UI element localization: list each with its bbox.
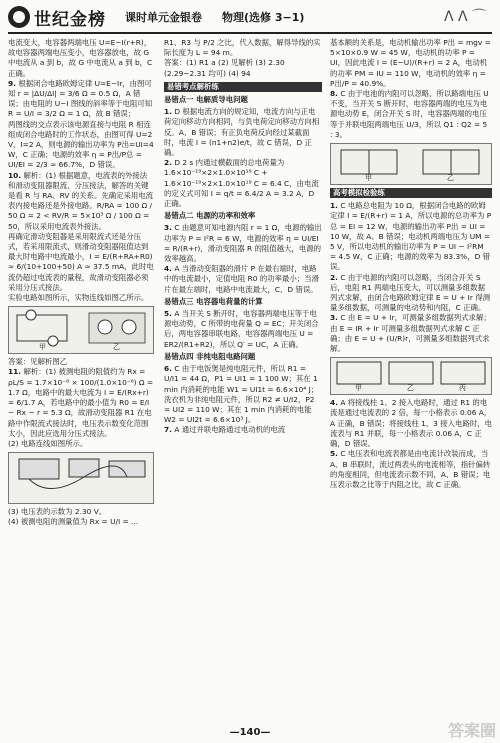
answer-text: C 由于电池的内阻可以忽略，所以路端电压 U 不变，当开关 S 断开时，电容器两端的电压为电源电动势 E，闭合开关 S 时，电容器两端的电压等于并联电阻两端电压 U/3，所以 Q1 : Q2 = 5 : 3。 <box>330 89 489 139</box>
column-left <box>8 38 154 528</box>
paragraph: 基本额的关系是，电动机输出功率 P出 = mgv = 5×10×0.9 W = 45 W，电动机的功率 P = UI，因此电流 I = (E−U)/(R+r) = 2 A，电动机的功率 PM = IU = 110 W，电动机的效率 η = P出/P = 40.9%。 <box>330 38 491 88</box>
watermark: 答案圈 <box>447 721 496 740</box>
paragraph: 两图线的交点表示该电源直接与电阻 R 相连组成闭合电路时的工作状态，由图可得 U=2 V，I=2 A，则电源的输出功率为 P出=UI=4 W，C 正确；电源的效率 η = P出/P总 = UI/EI = 2/3 ≈ 66.7%，D 错误。 <box>8 119 154 170</box>
wiring-diagram-icon <box>9 453 155 503</box>
question-number: 9. <box>8 78 16 88</box>
question-number: 1. <box>164 107 172 117</box>
question-m2 <box>330 273 492 314</box>
circuit-diagram <box>330 143 492 185</box>
question-1 <box>164 107 322 158</box>
question-6 <box>164 364 322 425</box>
question-number: 10. <box>8 170 22 180</box>
answer-text: D 2 s 内通过横截面的总电荷量为 1.6×10⁻¹⁹×2×1.0×10¹⁹ C + 1.6×10⁻¹⁹×2×1.0×10¹⁹ C = 6.4 C，由电流的定义式可知 I = q/t = 6.4/2 A = 3.2 A，D 正确。 <box>164 158 319 209</box>
subsection-heading: 易错点二 电源的功率和效率 <box>164 211 256 221</box>
circuit-diagram-icon <box>9 307 155 353</box>
question-number: 3. <box>164 223 172 233</box>
circuit-diagram-icon <box>331 144 493 184</box>
figure-label: 丙 <box>459 384 466 393</box>
section-heading: 高考模拟检验练 <box>330 188 492 198</box>
question-number: 4. <box>330 398 338 408</box>
answer-text: A 当滑动变阻器的滑片 P 在最右端时，电路中的电流最小，定值电阻 R0 的功率最小；当滑片在最左端时，电路中电流最大，C、D 错误。 <box>164 264 319 294</box>
paragraph: R1、R3 与 P/2 之比，代入数据，解得导线的实际长度为 L = 94 m。 <box>164 38 321 58</box>
birds-decoration-icon: ᐱ ᐱ ⌒ <box>443 9 486 25</box>
figure-label: 乙 <box>447 173 454 182</box>
answer-text: 解析：(1) 被测电阻的阻值约为 Rx = ρL/S = 1.7×10⁻⁸ × 100/(1.0×10⁻⁶) Ω = 1.7 Ω，电路中的最大电流为 I = E/(Rx+r) = 6/1.7 A，若电路中的最小值为 R0 = E/I − Rx − r = 5.3 Ω，故滑动变阻器 R1 在电路中作限流式接法时，电压表示数变化范围太小，因此应选用分压式接法。 <box>8 367 154 438</box>
question-number: 2. <box>330 272 338 282</box>
figure-label: 甲 <box>355 384 362 393</box>
paragraph: 实验电路如图所示，实物连线如图乙所示。 <box>8 293 149 303</box>
brand-logo-icon <box>8 6 30 28</box>
paragraph: 再确定滑动变阻器是采用限流式还是分压式，若采用限流式，则滑动变阻器阻值达到最大时电路中电流最小，I = E/(R+RA+R0) ≈ 6/(10+100+50) A ≈ 37.5 mA，此时电流仍超过电流表的量程，故滑动变阻器必须采用分压式接法。 <box>8 231 154 292</box>
page-number: —140— <box>229 727 271 738</box>
answer-text: C 电压表和电流表都是由电流计改装而成，当 A、B 串联时，流过两表头的电流相等，指针偏转的角度相同，但电流表示数不同，A、B 错误；电压表示数之比等于内阻之比，故 C 正确。 <box>330 449 491 489</box>
question-number: 7. <box>164 425 172 435</box>
answer-text: C 由于电源的内阻可以忽略，当闭合开关 S 后，电阻 R1 两端电压变大，可以测量多组数据列式求解，由闭合电路欧姆定律 E = U + Ir 得测量多组数据，可测量的电动势和内阻，C 正确。 <box>330 272 491 313</box>
subsection-heading: 易错点三 电容器电荷量的计算 <box>164 296 263 306</box>
section-heading: 易错考点解析练 <box>164 82 322 92</box>
question-10 <box>8 171 154 232</box>
question-number: 2. <box>164 158 172 168</box>
question-9 <box>8 79 154 120</box>
answer-text: C 由 E = U + Ir，可测量多组数据列式求解；由 E = IR + Ir 可测量多组数据列式求解 C 正确；由 E = U + (U/R)r，可测量多组数据列式求解。 <box>330 313 491 354</box>
question-number: 4. <box>164 264 172 274</box>
question-m4 <box>330 398 492 449</box>
circuit-diagram <box>8 306 154 354</box>
question-8 <box>330 89 492 140</box>
column-right <box>330 38 492 490</box>
question-m5 <box>330 449 492 490</box>
paragraph: (4) 被测电阻的测量值为 Rx = U/I = ... <box>8 517 139 527</box>
paragraph: 答案：见解析图乙 <box>8 357 68 367</box>
figure-label: 甲 <box>365 173 372 182</box>
answer-text: A 通过并联电路通过电动机的电流 <box>174 425 286 435</box>
question-4 <box>164 264 322 295</box>
brand-name: 世纪金榜 <box>34 10 106 30</box>
answer-text: C 电路总电阻为 10 Ω，根据闭合电路的欧姆定律 I = E/(R+r) = 1 A，所以电源的总功率为 P总 = EI = 12 W，电源的输出功率 P出 = UI = 10 W，故 A、B 错误；电动机两端电压为 UM = 5 V，所以电动机的输出功率为 P = UI − I²RM = 4.5 W，C 正确；电源的效率为 83.3%，D 错误。 <box>330 201 492 272</box>
question-number: 8. <box>330 89 338 99</box>
answer-text: 根据闭合电路欧姆定律 U=E−Ir，由图可知 r = |ΔU/ΔI| = 3/6 Ω = 0.5 Ω，A 错误；由电阻的 U−I 图线的斜率等于电阻可知 R = U/I = 3/2 Ω = 1 Ω，故 B 错误； <box>8 78 153 119</box>
figure-label: 甲 <box>39 343 46 352</box>
question-number: 11. <box>8 367 22 377</box>
wiring-diagram <box>8 452 154 504</box>
answer-text: A 当开关 S 断开时，电容器两端电压等于电源电动势，C 所带的电荷量 Q = EC；开关闭合后，两电容器串联电路，电容器两端电压 U = ER2/(R1+R2)，所以 Q′ = UC，A 正确。 <box>164 309 319 349</box>
answer-text: 解析：(1) 根据题意，电流表的外接法和滑动变阻器限流、分压接法，解答的关键是看 R 与 RA、RV 的关系。先确定采用电流表内接电路还是外接电路。R/RA = 100 Ω / 50 Ω = 2 < RV/R = 5×10³ Ω / 100 Ω = 50，所以采用电流表外接法。 <box>8 170 154 231</box>
header-rule <box>8 32 492 34</box>
question-number: 3. <box>330 313 338 323</box>
paragraph: 电流变大，电容器两端电压 U=E−I(r+R)，故电容器两端电压变小，电容器放电，故 G 中电流从 a 到 b，故 G 中电流从 a 到 b，C 正确。 <box>8 38 153 78</box>
question-m1 <box>330 201 492 272</box>
question-3 <box>164 223 322 264</box>
paragraph: (3) 电压表的示数为 2.30 V。 <box>8 507 107 517</box>
question-5 <box>164 309 322 350</box>
question-number: 1. <box>330 201 338 211</box>
question-2 <box>164 158 322 209</box>
question-number: 5. <box>330 449 338 459</box>
answer-line: 答案：(1) R1 a (2) 见解析 (3) 2.30 (2.29~2.31 均可) (4) 94 <box>164 58 285 78</box>
page-header <box>0 0 500 34</box>
answer-text: C 由题意可知电源内阻 r = 1 Ω，电源的输出功率为 P = I²R = 6 W，电源的效率 η = UI/EI = R/(R+r)，滑动变阻器 R 的阻值越大，电源的效率越高。 <box>164 223 322 264</box>
answer-text: A 将接线柱 1、2 接入电路时，通过 R1 的电流是通过电流表的 2 倍，每一小格表示 0.06 A，A 正确，B 错误；将接线柱 1、3 接入电路时，电流表与 R1 并联，每一小格表示 0.06 A，C 正确，D 错误。 <box>330 398 492 449</box>
series-title: 课时单元金银卷 <box>125 11 202 24</box>
column-middle <box>164 38 322 436</box>
subsection-heading: 易错点四 非纯电阻电路问题 <box>164 351 256 361</box>
question-11 <box>8 367 154 438</box>
question-number: 5. <box>164 309 172 319</box>
figure-label: 乙 <box>407 384 414 393</box>
course-title: 物理(选修 3−1) <box>222 11 305 24</box>
question-number: 6. <box>164 364 172 374</box>
paragraph: (2) 电路连线如图所示。 <box>8 438 88 448</box>
subsection-heading: 易错点一 电解质导电问题 <box>164 95 248 105</box>
circuit-diagram <box>330 357 492 395</box>
answer-text: D 根据电流方向的规定知，电流方向与正电荷定向移动方向相同，与负电荷定向移动方向相反。A、B 错误；有正负电荷反向经过某截面时，电流 I = (n1+n2)e/t，故 C 错误，D 正确。 <box>164 107 320 158</box>
answer-text: C 由于电饭煲是纯电阻元件，所以 R1 = U/I1 = 44 Ω，P1 = UI1 = 1 100 W；其在 1 min 内消耗的电能 W1 = UI1t = 6.6×10⁴ J；洗衣机为非纯电阻元件，所以 R2 ≠ U/I2，P2 = UI2 = 110 W；其在 1 min 内消耗的电能 W2 = UI2t = 6.6×10³ J。 <box>164 364 319 425</box>
question-7 <box>164 425 322 435</box>
figure-label: 乙 <box>113 343 120 352</box>
question-m3 <box>330 313 492 354</box>
